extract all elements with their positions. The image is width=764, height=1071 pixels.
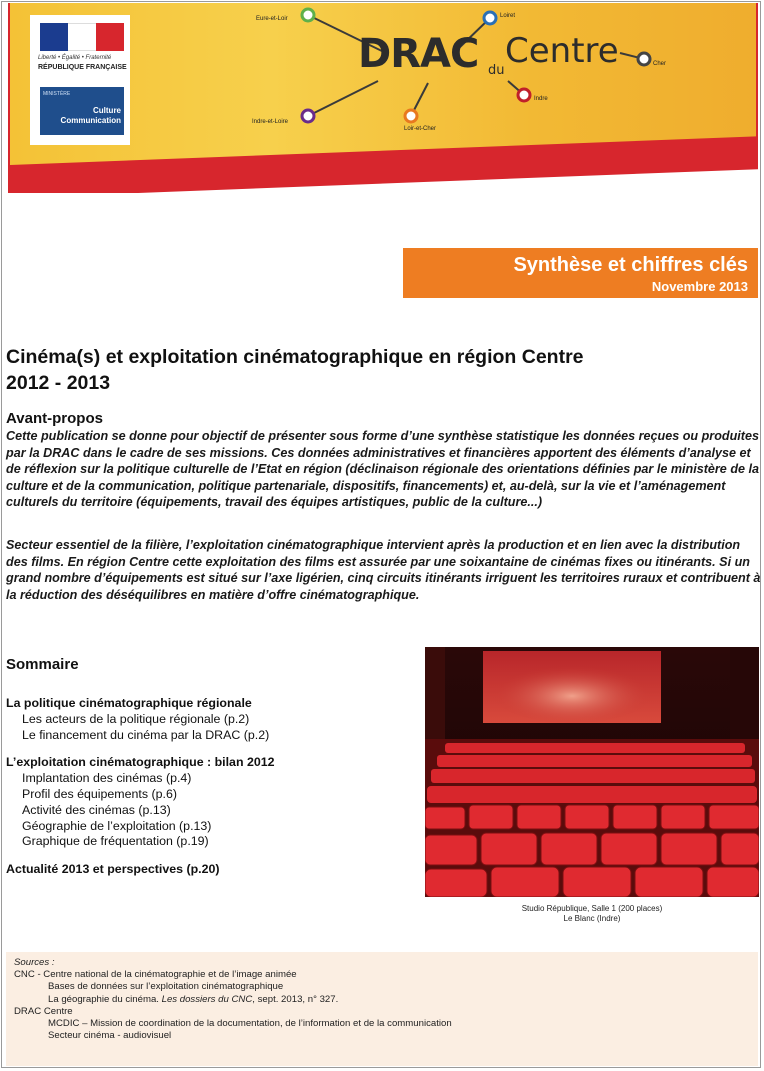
- source-cnc-item: [14, 994, 750, 1006]
- node-cher-icon: [638, 53, 650, 65]
- source-cnc-item2-prefix: La géographie du cinéma.: [48, 993, 162, 1005]
- key-figures-title: Synthèse et chiffres clés: [513, 254, 748, 276]
- source-drac: DRAC Centre: [14, 1005, 73, 1017]
- foreword-paragraph-1: Cette publication se donne pour objectif de présenter sous forme d’une synthèse statistique les données reçues ou produites par la DRAC dans le cadre de ses missions. Ces données administratives et financières apportent des éléments d’analyse et de réflexion sur la politique culturelle de l’Etat en région (déclinaison régionale des orientations définies par le ministère de la culture et de la communication, politique partenariale, dispositifs, financements) et, au-delà, sur la vie et l’aménagement culturels du territoire (équipements, travail des équipes artistiques, public de la culture...): [6, 429, 760, 510]
- toc-item[interactable]: Implantation des cinémas (p.4): [22, 771, 192, 786]
- ministry-label: MINISTÈRE: [43, 91, 71, 97]
- drac-logo-centre: Centre: [505, 31, 619, 71]
- node-indre-et-loire-icon: [302, 110, 314, 122]
- source-cnc-item: Bases de données sur l’exploitation cinématographique: [48, 981, 284, 993]
- photo-caption: [425, 904, 759, 924]
- node-eure-et-loir-icon: [302, 9, 314, 21]
- key-figures-band: [403, 248, 758, 298]
- label-loiret: Loiret: [500, 13, 516, 19]
- toc-group-outlook[interactable]: Actualité 2013 et perspectives (p.20): [6, 862, 220, 877]
- toc-group-exploitation[interactable]: L’exploitation cinématographique : bilan 2012: [6, 755, 275, 770]
- toc-item[interactable]: Activité des cinémas (p.13): [22, 802, 171, 817]
- toc-item[interactable]: Les acteurs de la politique régionale (p.2): [22, 711, 250, 726]
- toc-item[interactable]: Le financement du cinéma par la DRAC (p.2): [22, 727, 270, 742]
- sources-box: [6, 952, 758, 1066]
- foreword-heading: Avant-propos: [6, 410, 103, 427]
- publication-date: Novembre 2013: [651, 279, 748, 294]
- document-title-line2: 2012 - 2013: [6, 372, 111, 394]
- label-indre: Indre: [534, 96, 548, 102]
- foreword-paragraph-2: Secteur essentiel de la filière, l’exploitation cinématographique intervient après la production et en lien avec la distribution des films. En région Centre cette exploitation des films est assurée par une soixantaine de cinémas fixes ou itinérants. Si un grand nombre d’équipements est situé sur l’axe ligérien, cinq circuits itinérants irriguent les territoires ruraux et contribuent à la réduction des déséquilibres en matière d’offre cinématographique.: [6, 538, 761, 602]
- toc-item[interactable]: Profil des équipements (p.6): [22, 786, 177, 801]
- label-loir-et-cher: Loir-et-Cher: [404, 126, 437, 132]
- sources-heading: Sources :: [14, 957, 55, 968]
- source-cnc-item2-suffix: , sept. 2013, n° 327.: [252, 993, 339, 1005]
- document-title: [6, 344, 746, 396]
- header-banner: [8, 3, 758, 193]
- node-indre-icon: [518, 89, 530, 101]
- republic-name: RÉPUBLIQUE FRANÇAISE: [38, 64, 127, 71]
- source-drac-item: Secteur cinéma - audiovisuel: [48, 1030, 172, 1042]
- toc-item[interactable]: Géographie de l’exploitation (p.13): [22, 818, 212, 833]
- photo-caption-line2: Le Blanc (Indre): [563, 914, 621, 923]
- ministry-communication: Communication: [60, 116, 121, 125]
- republic-motto: Liberté • Égalité • Fraternité: [38, 55, 112, 61]
- toc-item[interactable]: Graphique de fréquentation (p.19): [22, 834, 209, 849]
- table-of-contents: [6, 696, 406, 878]
- node-loiret-icon: [484, 12, 496, 24]
- drac-logo-du: du: [488, 63, 505, 78]
- source-cnc: CNC - Centre national de la cinématographie et de l’image animée: [14, 969, 297, 981]
- ministry-culture: Culture: [93, 106, 121, 115]
- source-drac-item: MCDIC – Mission de coordination de la documentation, de l’information et de la communication: [48, 1018, 452, 1030]
- drac-logo-text: DRAC: [358, 31, 479, 77]
- toc-group-regional-policy[interactable]: La politique cinématographique régionale: [6, 696, 252, 710]
- source-cnc-item2-title: Les dossiers du CNC: [161, 993, 253, 1005]
- photo-caption-line1: Studio République, Salle 1 (200 places): [521, 904, 663, 913]
- cinema-seats-image: [425, 647, 759, 897]
- label-cher: Cher: [653, 61, 667, 67]
- cinema-hall-photo: [425, 647, 759, 897]
- label-eure-et-loir: Eure-et-Loir: [256, 16, 288, 22]
- label-indre-et-loire: Indre-et-Loire: [252, 119, 289, 125]
- node-loir-et-cher-icon: [405, 110, 417, 122]
- summary-title: Sommaire: [6, 656, 79, 673]
- document-title-line1: Cinéma(s) et exploitation cinématographique en région Centre: [6, 346, 584, 368]
